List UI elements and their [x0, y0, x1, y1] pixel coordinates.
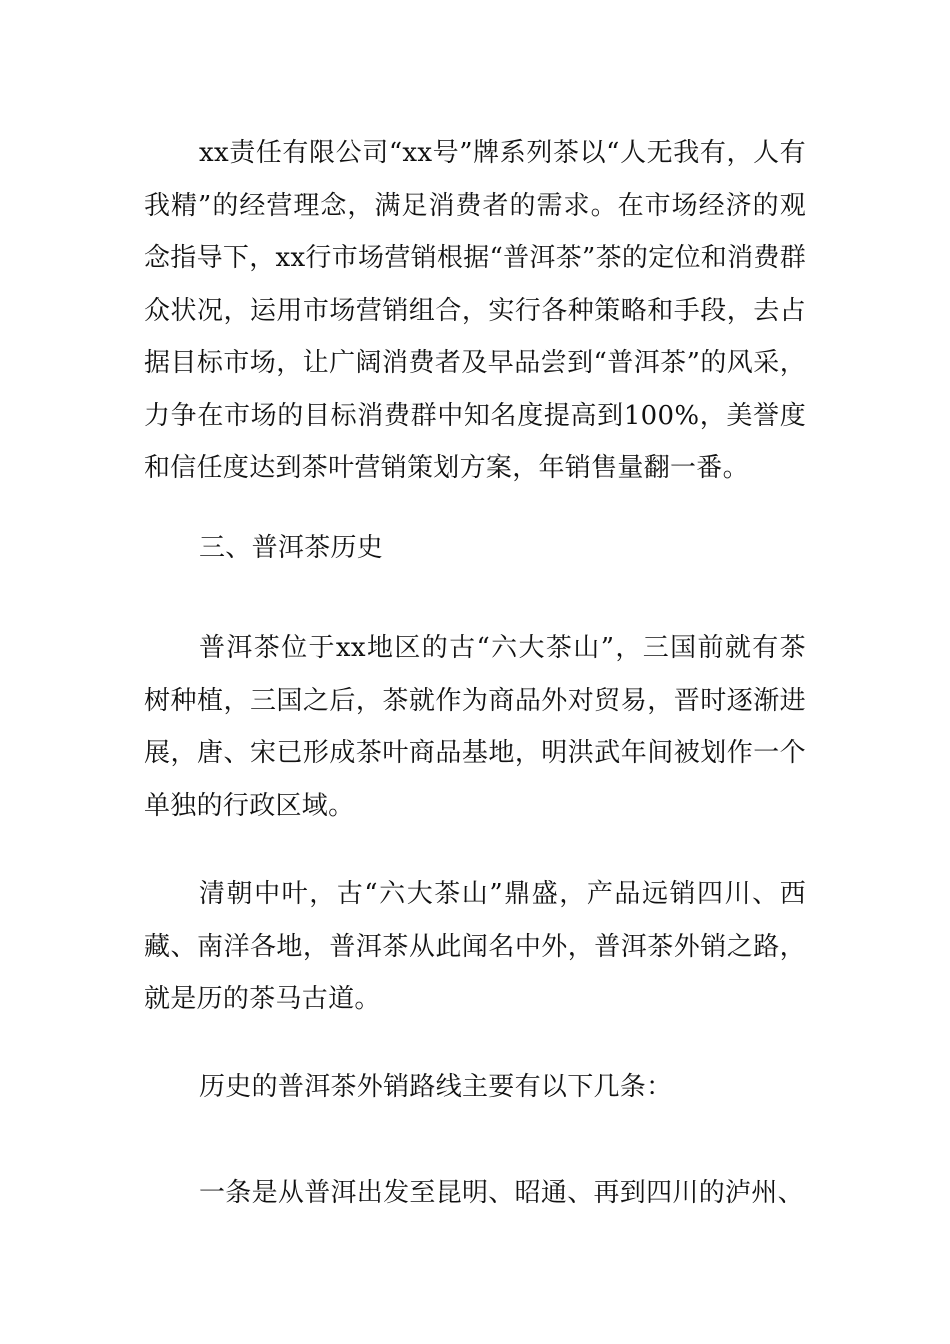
paragraph-tea-origin: 普洱茶位于xx地区的古“六大茶山”，三国前就有茶树种植，三国之后，茶就作为商品外对贸易，晋时逐渐进展，唐、宋已形成茶叶商品基地，明洪武年间被划作一个单独的行政区域。	[144, 633, 806, 821]
paragraph-routes-intro: 历史的普洱茶外销路线主要有以下几条：	[199, 1072, 673, 1102]
paragraph-qing-dynasty: 清朝中叶，古“六大茶山”鼎盛，产品远销四川、西藏、南洋各地，普洱茶从此闻名中外，普洱茶外销之路，就是历的茶马古道。	[144, 879, 806, 1014]
paragraph-company-intro: xx责任有限公司“xx号”牌系列茶以“人无我有，人有我精”的经营理念，满足消费者的需求。在市场经济的观念指导下，xx行市场营销根据“普洱茶”茶的定位和消费群众状况，运用市场营销组合，实行各种策略和手段，去占据目标市场，让广阔消费者及早品尝到“普洱茶”的风采，力争在市场的目标消费群中知名度提高到100%，美誉度和信任度达到茶叶营销策划方案，年销售量翻一番。	[144, 138, 807, 483]
section-heading-pu-er-history: 三、普洱茶历史	[199, 533, 384, 563]
paragraph-route-one: 一条是从普洱出发至昆明、昭通、再到四川的泸州、	[199, 1178, 804, 1208]
